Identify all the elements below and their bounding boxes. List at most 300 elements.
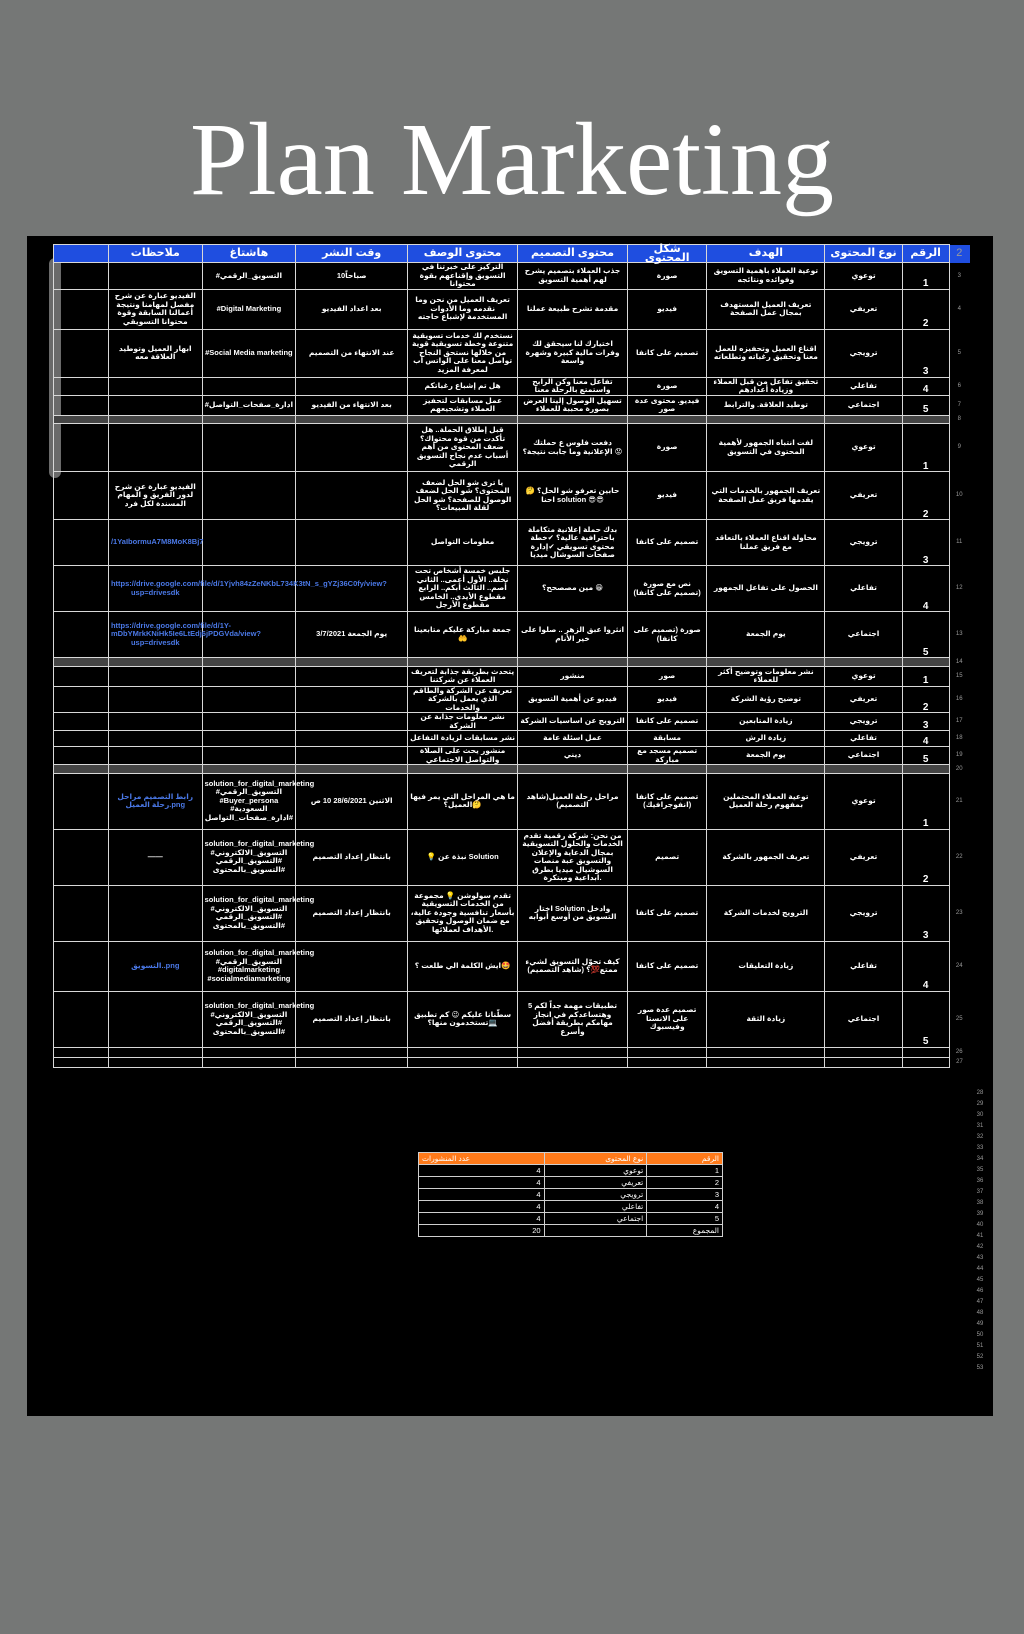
summary-row — [419, 1189, 723, 1201]
notes-cell — [108, 395, 202, 415]
notes-cell — [108, 713, 202, 731]
type-cell: توعوي — [825, 773, 902, 829]
row-number: 34 — [976, 1156, 984, 1162]
row-number: 51 — [976, 1343, 984, 1349]
goal-cell: توطيد العلاقة. والترابط — [707, 395, 825, 415]
row-number: 45 — [976, 1277, 984, 1283]
hash-cell — [202, 765, 296, 774]
num-cell: 3 — [902, 520, 949, 566]
hash-cell — [202, 520, 296, 566]
summary-row — [419, 1165, 723, 1177]
time-cell — [296, 1047, 408, 1057]
num-cell: 5 — [902, 991, 949, 1047]
goal-cell: يوم الجمعة — [707, 612, 825, 658]
num-cell: 3 — [902, 885, 949, 941]
number-cell: 3 — [647, 1189, 723, 1201]
desc-cell: 💡 نبذة عن Solution — [408, 829, 518, 885]
table-row — [54, 713, 970, 731]
row-number: 17 — [955, 718, 963, 725]
form-cell — [627, 658, 706, 667]
row-number: 49 — [976, 1321, 984, 1327]
hash-cell — [202, 1047, 296, 1057]
hash-cell — [202, 666, 296, 686]
design-cell: من نحن: شركة رقمية تقدم الخدمات والحلول التسويقية بمجال الدعاية والإعلان والتسويق عبة منصات السوشيال ميديا بطرق ابداعية ومبتكرة. — [518, 829, 628, 885]
form-cell — [627, 415, 706, 424]
goal-cell: تحقيق تفاعل من قبل العملاء وزيادة أعدادهم — [707, 377, 825, 395]
row-number: 53 — [976, 1365, 984, 1371]
column-header: الهدف — [707, 245, 825, 263]
type-cell: تعريفي — [825, 472, 902, 520]
notes-cell — [108, 747, 202, 765]
row-number: 15 — [955, 672, 963, 679]
row-number: 19 — [955, 752, 963, 759]
row-number: 50 — [976, 1332, 984, 1338]
num-cell: 1 — [902, 666, 949, 686]
hash-cell: solution_for_digital_marketing #التسويق_الالكتروني #التسويق_الرقمي #التسويق_بالمحتوى — [202, 829, 296, 885]
desc-cell: جمعة مباركة عليكم متابعينا 🤲 — [408, 612, 518, 658]
num-cell: 4 — [902, 731, 949, 747]
blank-cell — [54, 658, 109, 667]
notes-cell: التسويق..png — [108, 941, 202, 991]
design-cell: تفاعل معنا وكن الرابح واستمتع بالرحلة معنا — [518, 377, 628, 395]
design-cell: اختار Solution وادخل التسويق من أوسع أبوابه — [518, 885, 628, 941]
num-cell: 3 — [902, 329, 949, 377]
hash-cell — [202, 686, 296, 713]
number-cell: 5 — [647, 1213, 723, 1225]
desc-cell: منشور يحث على الصلاة والتواصل الاجتماعي — [408, 747, 518, 765]
type-cell: اجتماعي — [544, 1213, 647, 1225]
goal-cell: زيادة التعليقات — [707, 941, 825, 991]
time-cell — [296, 747, 408, 765]
blank-cell — [54, 415, 109, 424]
design-cell: كيف تحوّل التسويق لشيء ممتع💯؟ (شاهد التصميم) — [518, 941, 628, 991]
num-cell: 1 — [902, 263, 949, 290]
row-number: 40 — [976, 1222, 984, 1228]
notes-cell — [108, 765, 202, 774]
desc-cell — [408, 765, 518, 774]
row-number: 44 — [976, 1266, 984, 1272]
desc-cell: نشر مسابقات لزيادة التفاعل — [408, 731, 518, 747]
table-row — [54, 289, 970, 329]
blank-cell — [54, 566, 109, 612]
form-cell: تصميم على كانفا — [627, 885, 706, 941]
notes-cell — [108, 1057, 202, 1067]
table-row — [54, 885, 970, 941]
column-header: نوع المحتوى — [825, 245, 902, 263]
design-cell: منشور — [518, 666, 628, 686]
table-row — [54, 991, 970, 1047]
row-number: 3 — [957, 272, 961, 279]
num-cell: 2 — [902, 829, 949, 885]
summary-header-cell: عدد المنشورات — [419, 1153, 545, 1165]
num-cell: 5 — [902, 747, 949, 765]
desc-cell: نستخدم لك خدمات تسويقية متنوعة وخطة تسويقية قوية من خلالها نستحق النجاح تواصل معنا على الواتس أب لمعرفة المزيد — [408, 329, 518, 377]
row-number: 38 — [976, 1200, 984, 1206]
goal-cell: زيادة المتابعين — [707, 713, 825, 731]
row-number: 27 — [956, 1058, 963, 1065]
hash-cell: solution_for_digital_marketing #التسويق_الرقمي #Buyer_persona #السعودية #ادارة_صفحات_التواصل — [202, 773, 296, 829]
num-cell — [902, 1047, 949, 1057]
goal-cell: زيادة الثقة — [707, 991, 825, 1047]
blank-cell — [54, 773, 109, 829]
time-cell — [296, 520, 408, 566]
hash-cell — [202, 1057, 296, 1067]
hash-cell — [202, 658, 296, 667]
type-cell: ترويجي — [825, 520, 902, 566]
design-cell: مراحل رحلة العميل(شاهد التصميم) — [518, 773, 628, 829]
goal-cell: تعريف الجمهور بالشركة — [707, 829, 825, 885]
desc-cell: نشر معلومات جذابة عن الشركة — [408, 713, 518, 731]
time-cell — [296, 1057, 408, 1067]
num-cell: 4 — [902, 941, 949, 991]
design-cell: الترويج عن اساسيات الشركة — [518, 713, 628, 731]
type-cell: ترويجي — [825, 885, 902, 941]
type-cell: توعوي — [825, 666, 902, 686]
row-number: 16 — [955, 696, 963, 702]
type-cell — [825, 765, 902, 774]
table-row — [54, 666, 970, 686]
number-cell: 1 — [647, 1165, 723, 1177]
blank-cell — [54, 885, 109, 941]
hash-cell — [202, 377, 296, 395]
count-cell: 4 — [419, 1177, 545, 1189]
num-cell: 2 — [902, 686, 949, 713]
hash-cell — [202, 713, 296, 731]
table-row — [54, 765, 970, 774]
time-cell — [296, 472, 408, 520]
table-row — [54, 377, 970, 395]
blank-cell — [54, 686, 109, 713]
form-cell: فيديو — [627, 472, 706, 520]
goal-cell: توعية العملاء المحتملين بمفهوم رحلة العميل — [707, 773, 825, 829]
num-cell — [902, 658, 949, 667]
desc-cell — [408, 1047, 518, 1057]
design-cell — [518, 1047, 628, 1057]
row-number: 6 — [957, 382, 961, 389]
goal-cell: توضيح رؤية الشركة — [707, 686, 825, 713]
row-number: 24 — [955, 962, 963, 969]
num-cell: 2 — [902, 289, 949, 329]
design-cell: دفعت فلوس ع حملتك الإعلانية وما جابت نتيجة؟ 😟 — [518, 424, 628, 472]
page-title: Plan Marketing — [189, 102, 835, 217]
form-cell: تصميم عدة صور على الانستا وفيسبوك — [627, 991, 706, 1047]
row-number: 22 — [955, 853, 963, 860]
table-row — [54, 472, 970, 520]
form-cell — [627, 765, 706, 774]
blank-cell — [54, 713, 109, 731]
form-cell: تصميم على كانفا — [627, 520, 706, 566]
row-number: 2 — [949, 245, 969, 263]
row-number: 52 — [976, 1354, 984, 1360]
time-cell — [296, 666, 408, 686]
notes-cell — [108, 885, 202, 941]
notes-cell: https://drive.google.com/file/d/1Y-mDbYMrkKNiHk5Ie6LtEdj6jPDGVda/view?usp=drivesdk — [108, 612, 202, 658]
goal-cell — [707, 765, 825, 774]
notes-cell — [108, 424, 202, 472]
num-cell: 2 — [902, 472, 949, 520]
form-cell: تصميم على كانفا — [627, 941, 706, 991]
design-cell — [518, 658, 628, 667]
num-cell: 1 — [902, 424, 949, 472]
goal-cell: محاولة اقناع العملاء بالتعاقد مع فريق عملنا — [707, 520, 825, 566]
notes-cell: الفيديو عبارة عن شرح مفصل لمهامنا ونتيجة أعمالنا السابقة وقوة محتوانا التسويقي — [108, 289, 202, 329]
blank-cell — [54, 520, 109, 566]
desc-cell: ايش الكلمة الي طلعت ؟🤩 — [408, 941, 518, 991]
time-cell: الاثنين 28/6/2021 10 ص — [296, 773, 408, 829]
table-row — [54, 424, 970, 472]
notes-cell — [108, 991, 202, 1047]
notes-cell — [108, 263, 202, 290]
time-cell — [296, 765, 408, 774]
type-cell: تفاعلي — [544, 1201, 647, 1213]
form-cell: تصميم على كانفا — [627, 713, 706, 731]
row-number: 10 — [955, 492, 963, 499]
row-number: 5 — [957, 349, 961, 356]
design-cell: تسهيل الوصول إلينا العرض بصورة محببة للعملاء — [518, 395, 628, 415]
num-cell: 5 — [902, 395, 949, 415]
type-cell — [825, 415, 902, 424]
time-cell: يوم الجمعة 3/7/2021 — [296, 612, 408, 658]
table-row — [54, 1057, 970, 1067]
row-number: 25 — [955, 1015, 963, 1022]
row-number: 29 — [976, 1101, 984, 1107]
form-cell: فيديو — [627, 289, 706, 329]
total-count: 20 — [419, 1225, 545, 1237]
table-row — [54, 395, 970, 415]
goal-cell: لفت انتباه الجمهور لأهمية المحتوى في التسويق — [707, 424, 825, 472]
type-cell: اجتماعي — [825, 747, 902, 765]
blank-cell — [54, 941, 109, 991]
goal-cell: الحصول على تفاعل الجمهور — [707, 566, 825, 612]
form-cell: مسابقة — [627, 731, 706, 747]
hash-cell: #ادارة_صفحات_التواصل — [202, 395, 296, 415]
design-cell — [518, 1057, 628, 1067]
blank-cell — [54, 612, 109, 658]
table-row — [54, 520, 970, 566]
time-cell — [296, 713, 408, 731]
num-cell — [902, 415, 949, 424]
time-cell: بعد الانتهاء من الفيديو — [296, 395, 408, 415]
row-number: 31 — [976, 1123, 984, 1129]
type-cell: توعوي — [544, 1165, 647, 1177]
goal-cell: تعريف الجمهور بالخدمات التي يقدمها فريق عمل الصفحة — [707, 472, 825, 520]
table-row — [54, 731, 970, 747]
summary-row — [419, 1201, 723, 1213]
form-cell: تصميم على كانفا — [627, 329, 706, 377]
type-cell: ترويجي — [825, 329, 902, 377]
type-cell — [825, 1057, 902, 1067]
notes-cell: رابط التصميم مراحل رحلة العميل.png — [108, 773, 202, 829]
type-cell: تفاعلي — [825, 377, 902, 395]
design-cell — [518, 765, 628, 774]
design-cell: انثروا عبق الزهر .. صلوا على خير الأنام — [518, 612, 628, 658]
summary-header-cell: نوع المحتوى — [544, 1153, 647, 1165]
hash-cell: solution_for_digital_marketing #التسويق_الرقمي #digitalmarketing #socialmediamarketing — [202, 941, 296, 991]
time-cell — [296, 731, 408, 747]
notes-cell — [108, 415, 202, 424]
hash-cell — [202, 424, 296, 472]
form-cell: صور — [627, 666, 706, 686]
blank-cell — [54, 377, 109, 395]
blank-cell — [54, 747, 109, 765]
row-number: 48 — [976, 1310, 984, 1316]
form-cell: نص مع صورة (تصميم على كانفا) — [627, 566, 706, 612]
row-number: 7 — [957, 401, 961, 408]
time-cell — [296, 424, 408, 472]
form-cell: فيديو. محتوى عدة صور — [627, 395, 706, 415]
hash-cell: solution_for_digital_marketing #التسويق_الالكتروني #التسويق_الرقمي #التسويق_بالمحتوى — [202, 991, 296, 1047]
type-cell: اجتماعي — [825, 395, 902, 415]
type-cell: توعوي — [825, 263, 902, 290]
type-cell — [825, 658, 902, 667]
desc-cell: يا ترى شو الحل لضعف المحتوى؟ شو الحل لضعف الوصول للصفحة؟ شو الحل لقلة المبيعات؟ — [408, 472, 518, 520]
notes-cell — [108, 686, 202, 713]
form-cell: تصميم — [627, 829, 706, 885]
blank-cell — [544, 1225, 647, 1237]
row-number: 30 — [976, 1112, 984, 1118]
row-number: 20 — [955, 765, 963, 772]
header-row — [54, 245, 970, 263]
goal-cell: توعية العملاء باهمية التسويق وفوائده ونتائجه — [707, 263, 825, 290]
type-cell: تفاعلي — [825, 731, 902, 747]
goal-cell: زيادة الرش — [707, 731, 825, 747]
goal-cell: اقناع العميل وتحفيزه للعمل معنا وتحقيق رغباته وتطلعاته — [707, 329, 825, 377]
hash-cell: #Digital Marketing — [202, 289, 296, 329]
form-cell: صورة — [627, 424, 706, 472]
goal-cell — [707, 1057, 825, 1067]
column-header: ملاحظات — [108, 245, 202, 263]
desc-cell: معلومات التواصل — [408, 520, 518, 566]
goal-cell: نشر معلومات وتوضيح أكثر للعملاء — [707, 666, 825, 686]
notes-cell: —— — [108, 829, 202, 885]
form-cell: صورة — [627, 377, 706, 395]
table-row — [54, 829, 970, 885]
blank-cell — [54, 829, 109, 885]
column-header: الرقم — [902, 245, 949, 263]
hash-cell — [202, 566, 296, 612]
table-row — [54, 686, 970, 713]
time-cell: بانتظار إعداد التصميم — [296, 885, 408, 941]
row-number: 37 — [976, 1189, 984, 1195]
notes-cell — [108, 377, 202, 395]
hash-cell — [202, 747, 296, 765]
hash-cell — [202, 731, 296, 747]
table-row — [54, 1047, 970, 1057]
time-cell: بانتظار إعداد التصميم — [296, 829, 408, 885]
row-number: 46 — [976, 1288, 984, 1294]
form-cell — [627, 1057, 706, 1067]
design-cell: 5 تطبيقات مهمة جداً لكم وهتساعدكم في انجاز مهامكم بطريقة أفضل وأسرع — [518, 991, 628, 1047]
type-cell — [825, 1047, 902, 1057]
number-cell: 4 — [647, 1201, 723, 1213]
table-row — [54, 415, 970, 424]
form-cell: صورة (تصميم على كانفا) — [627, 612, 706, 658]
table-row — [54, 329, 970, 377]
row-number: 36 — [976, 1178, 984, 1184]
desc-cell: قبل إطلاق الحملة.. هل تأكدت من قوة محتواك؟ ضعف المحتوى من أهم أسباب عدم نجاح التسويق الرقمي — [408, 424, 518, 472]
summary-row — [419, 1213, 723, 1225]
design-cell — [518, 415, 628, 424]
table-row — [54, 747, 970, 765]
table-row — [54, 773, 970, 829]
table-row — [54, 263, 970, 290]
column-header: شكل المحتوى — [627, 245, 706, 263]
design-cell: عمل اسئلة عامة — [518, 731, 628, 747]
desc-cell — [408, 415, 518, 424]
row-number: 42 — [976, 1244, 984, 1250]
row-number: 11 — [956, 539, 963, 546]
notes-cell — [108, 666, 202, 686]
notes-cell — [108, 1047, 202, 1057]
goal-cell: الترويج لخدمات الشركة — [707, 885, 825, 941]
time-cell: بانتظار إعداد التصميم — [296, 991, 408, 1047]
num-cell: 4 — [902, 377, 949, 395]
time-cell — [296, 658, 408, 667]
blank-cell — [54, 666, 109, 686]
row-number: 12 — [955, 585, 963, 592]
notes-cell: https://drive.google.com/file/d/1Yjvh84zZeNKbL734K3tN_s_gYZj36C0fy/view?usp=drivesdk — [108, 566, 202, 612]
table-row — [54, 658, 970, 667]
design-cell: جذب العملاء بتصميم يشرح لهم أهمية التسويق — [518, 263, 628, 290]
row-number: 26 — [955, 1048, 963, 1055]
time-cell — [296, 566, 408, 612]
column-header: وقت النشر — [296, 245, 408, 263]
table-row — [54, 612, 970, 658]
num-cell: 4 — [902, 566, 949, 612]
design-cell: حابين تعرفو شو الحل؟ 🤔 احنا solution 😎😎 — [518, 472, 628, 520]
goal-cell — [707, 415, 825, 424]
blank-cell — [54, 329, 109, 377]
summary-row — [419, 1177, 723, 1189]
design-cell: فيديو عن أهمية التسويق — [518, 686, 628, 713]
row-number: 32 — [976, 1134, 984, 1140]
row-numbers — [970, 1090, 990, 1376]
hash-cell: #Social Media marketing — [202, 329, 296, 377]
row-number: 23 — [955, 909, 963, 916]
time-cell: بعد اعداد الفيديو — [296, 289, 408, 329]
desc-cell — [408, 1057, 518, 1067]
row-number: 28 — [976, 1090, 984, 1096]
blank-cell — [54, 472, 109, 520]
blank-cell — [54, 245, 109, 263]
row-number: 35 — [976, 1167, 984, 1173]
total-label: المجموع — [647, 1225, 723, 1237]
row-number: 18 — [955, 735, 963, 742]
summary-header-cell: الرقم — [647, 1153, 723, 1165]
row-number: 8 — [957, 416, 961, 422]
desc-cell: تعريف العميل من نحن وما نقدمه وما الأدوات المستخدمة لإشباع حاجته — [408, 289, 518, 329]
notes-cell: /1YaIbormuA7M8MoK8Bj7 — [108, 520, 202, 566]
time-cell: عند الانتهاء من التصميم — [296, 329, 408, 377]
summary-total-row — [419, 1225, 723, 1237]
blank-cell — [54, 991, 109, 1047]
blank-cell — [54, 289, 109, 329]
desc-cell: سطّنانا عليكم 😉 كم تطبيق تستخدمون منها؟💻 — [408, 991, 518, 1047]
row-number: 9 — [957, 444, 961, 451]
design-cell: بدك حملة إعلانية متكاملة باحترافية عالية؟ ✔خطة محتوى تسويقي ✔إدارة صفحات السوشال ميديا — [518, 520, 628, 566]
type-cell: ترويجي — [825, 713, 902, 731]
count-cell: 4 — [419, 1165, 545, 1177]
summary-table — [418, 1152, 723, 1237]
form-cell: فيديو — [627, 686, 706, 713]
num-cell: 1 — [902, 773, 949, 829]
form-cell: تصميم مسجد مع مباركة — [627, 747, 706, 765]
row-number: 33 — [976, 1145, 984, 1151]
goal-cell — [707, 658, 825, 667]
time-cell: 10صباحاً — [296, 263, 408, 290]
count-cell: 4 — [419, 1213, 545, 1225]
column-header: هاشتاغ — [202, 245, 296, 263]
